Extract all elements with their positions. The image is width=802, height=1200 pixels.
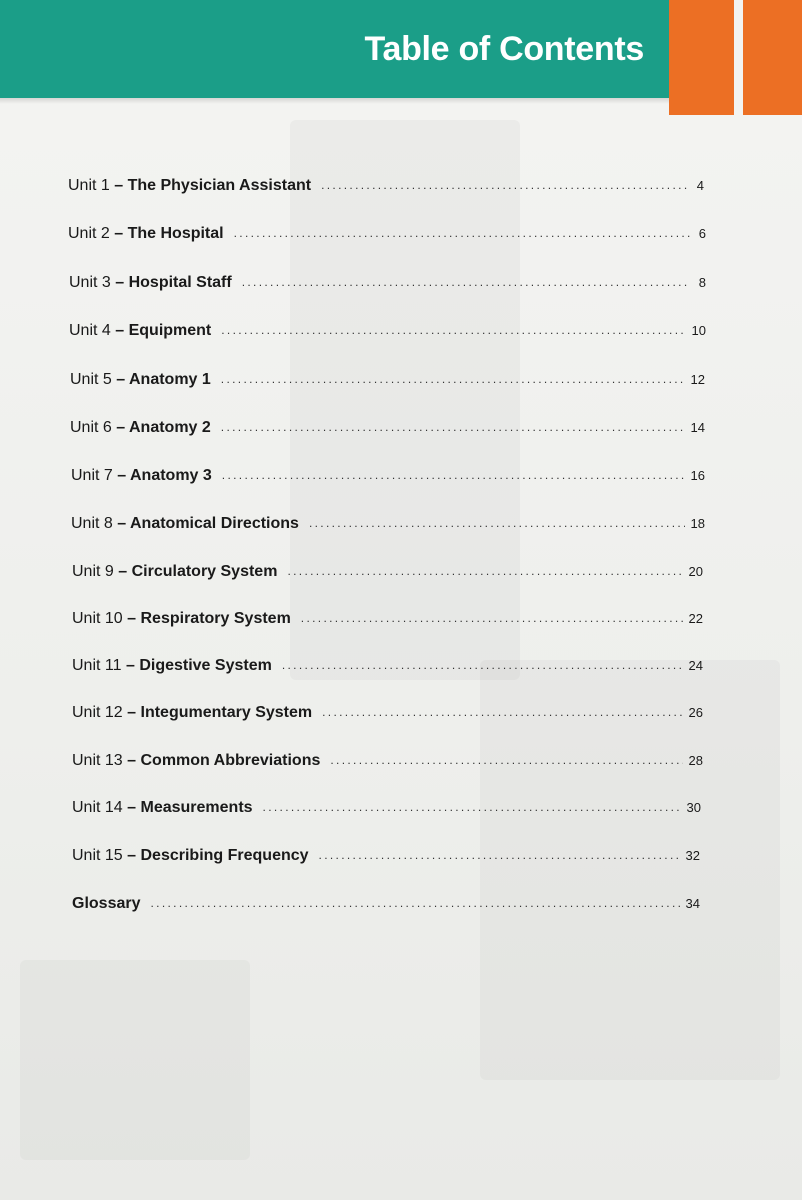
toc-unit-number: Unit 8 (71, 515, 113, 532)
toc-separator: – (122, 610, 141, 627)
toc-entry[interactable] (72, 702, 703, 724)
toc-page-number: 18 (690, 516, 705, 531)
toc-entry[interactable] (72, 797, 701, 819)
dot-leader (282, 654, 683, 676)
toc-separator: – (122, 704, 141, 721)
page-title: Table of Contents (364, 30, 644, 68)
toc-page-number: 6 (698, 226, 706, 241)
toc-page-number: 22 (688, 611, 703, 626)
toc-page-number: 28 (688, 753, 703, 768)
dot-leader (301, 607, 683, 629)
toc-entry-title: Measurements (140, 799, 253, 816)
toc-entry-title: Anatomy 3 (130, 467, 212, 484)
dot-leader (221, 416, 685, 438)
toc-entry-title: Respiratory System (140, 610, 291, 627)
toc-page-number: 12 (690, 372, 705, 387)
toc-entry[interactable] (72, 608, 703, 630)
toc-unit-number: Unit 10 (72, 610, 123, 627)
toc-entry[interactable] (72, 655, 703, 677)
toc-page-number: 24 (688, 658, 703, 673)
toc-entry-label (69, 272, 232, 294)
dot-leader (287, 560, 682, 582)
toc-unit-number: Unit 14 (72, 799, 123, 816)
toc-entry-title: The Hospital (127, 225, 224, 242)
toc-unit-number: Unit 7 (71, 467, 113, 484)
toc-entry-title: Hospital Staff (128, 274, 232, 291)
toc-entry-label (70, 369, 211, 391)
toc-entry-label (68, 175, 311, 197)
dot-leader (221, 368, 685, 390)
toc-page-number: 14 (690, 420, 705, 435)
toc-unit-number: Unit 4 (69, 322, 111, 339)
toc-entry-label (72, 561, 277, 583)
dot-leader (222, 464, 685, 486)
toc-entry-title: Anatomy 1 (129, 371, 211, 388)
dot-leader (150, 892, 679, 914)
toc-entry-label (72, 750, 320, 772)
toc-page-number: 20 (688, 564, 703, 579)
toc-entry-title: Anatomy 2 (129, 419, 211, 436)
dot-leader (234, 222, 690, 244)
toc-separator: – (122, 752, 141, 769)
toc-page-number: 16 (690, 468, 705, 483)
toc-entry-title: The Physician Assistant (127, 177, 312, 194)
toc-page-number: 10 (691, 323, 706, 338)
toc-page-number: 26 (688, 705, 703, 720)
toc-entry[interactable] (72, 845, 700, 867)
dot-leader (319, 844, 680, 866)
toc-unit-number: Unit 15 (72, 847, 123, 864)
toc-page-number: 30 (686, 800, 701, 815)
toc-unit-number: Unit 2 (68, 225, 110, 242)
dot-leader (309, 512, 685, 534)
dot-leader (221, 319, 685, 341)
toc-entry-title: Circulatory System (131, 563, 278, 580)
toc-entry-title: Anatomical Directions (130, 515, 299, 532)
toc-unit-number: Unit 13 (72, 752, 123, 769)
toc-entry[interactable] (71, 465, 705, 487)
toc-separator: – (110, 274, 129, 291)
toc-entry-label (72, 702, 312, 724)
toc-separator: – (112, 467, 130, 484)
toc-entry-title: Common Abbreviations (140, 752, 321, 769)
toc-entry[interactable] (68, 223, 706, 245)
toc-unit-number: Unit 5 (70, 371, 112, 388)
toc-unit-number: Unit 12 (72, 704, 123, 721)
dot-leader (242, 271, 690, 293)
dot-leader (330, 749, 682, 771)
toc-entry-label (72, 608, 291, 630)
toc-page-number: 8 (698, 275, 706, 290)
toc-entry-label (69, 320, 211, 342)
toc-page-number: 4 (696, 178, 704, 193)
toc-separator: – (109, 177, 128, 194)
toc-unit-number: Unit 3 (69, 274, 111, 291)
dot-leader (322, 701, 682, 723)
toc-page-number: 34 (685, 896, 700, 911)
toc-separator: – (122, 799, 141, 816)
toc-entry[interactable] (72, 561, 703, 583)
toc-entry-label (71, 465, 212, 487)
toc-unit-number: Unit 6 (70, 419, 112, 436)
toc-entry[interactable] (72, 893, 700, 915)
toc-unit-number: Unit 9 (72, 563, 114, 580)
toc-entry[interactable] (70, 369, 705, 391)
toc-entry[interactable] (70, 417, 705, 439)
toc-entry-title: Describing Frequency (140, 847, 309, 864)
toc-separator: – (110, 322, 129, 339)
toc-entry-label (72, 845, 309, 867)
toc-separator: – (121, 657, 140, 674)
toc-entry-label (72, 893, 140, 915)
toc-separator: – (112, 515, 130, 532)
toc-entry[interactable] (69, 320, 706, 342)
toc-entry-label (68, 223, 224, 245)
toc-entry-title: Equipment (128, 322, 212, 339)
toc-unit-number: Unit 1 (68, 177, 110, 194)
toc-unit-number: Unit 11 (72, 657, 122, 674)
toc-separator: – (113, 563, 132, 580)
toc-entry-label (72, 655, 272, 677)
toc-entry[interactable] (71, 513, 705, 535)
toc-separator: – (109, 225, 128, 242)
toc-entry-label (72, 797, 253, 819)
toc-entry-title: Integumentary System (140, 704, 313, 721)
dot-leader (321, 174, 688, 196)
toc-entry[interactable] (72, 750, 703, 772)
toc-entry-title: Digestive System (139, 657, 272, 674)
toc-separator: – (122, 847, 141, 864)
dot-leader (263, 796, 681, 818)
toc-entry-label (71, 513, 299, 535)
toc-entry[interactable] (68, 175, 704, 197)
toc-entry[interactable] (69, 272, 706, 294)
toc-entry-label (70, 417, 211, 439)
toc-separator: – (111, 371, 129, 388)
toc-page-number: 32 (685, 848, 700, 863)
toc-separator: – (111, 419, 129, 436)
toc-entry-title: Glossary (72, 895, 141, 912)
